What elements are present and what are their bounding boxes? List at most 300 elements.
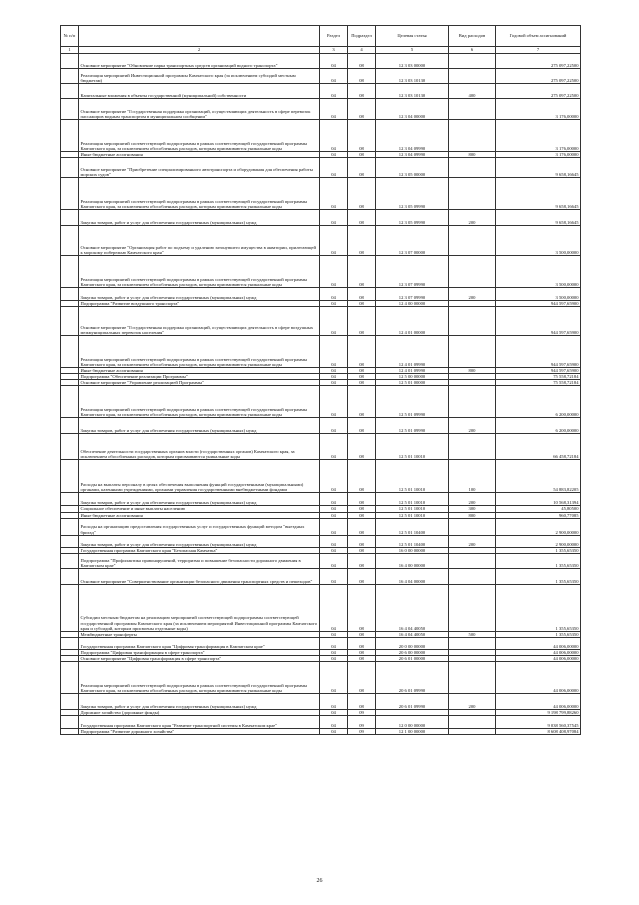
cell-name: Расходы на организацию предоставления государственных услуг и государственных функций методом "выездных бригад" [79, 518, 320, 535]
cell-sum: 44 006,00000 [496, 637, 581, 649]
cell-podrazdel: 08 [348, 301, 376, 307]
cell-name: Реализация мероприятий соответствующей подпрограммы в рамках соответствующей государственной программы Камчатского края, за исключением обособленных расходов, которым присваиваются уникальные коды [79, 178, 320, 210]
cell-podrazdel: 08 [348, 434, 376, 460]
cell-name: Реализация мероприятий Инвестиционной программы Камчатского края (за исключением субсидий местным бюджетам) [79, 69, 320, 84]
cell-vid-rashodov [449, 336, 496, 368]
cell-name: Государственная программа Камчатского края "Безопасная Камчатка" [79, 547, 320, 553]
cell-sum: 9 658,16645 [496, 158, 581, 178]
cell-sum: 45,80500 [496, 506, 581, 512]
column-number: 2 [79, 47, 320, 54]
cell-razdel: 04 [320, 631, 348, 637]
cell-razdel: 04 [320, 226, 348, 256]
cell-name: Реализация мероприятий соответствующей подпрограммы в рамках соответствующей государственной программы Камчатского края, за исключением обособленных расходов, которым присваиваются уникальные коды [79, 336, 320, 368]
cell-tselevaya-statya: 12 5 01 10400 [376, 518, 449, 535]
cell-vid-rashodov [449, 54, 496, 69]
cell-sum: 44 006,00000 [496, 662, 581, 694]
cell-razdel: 04 [320, 434, 348, 460]
cell-podrazdel: 08 [348, 374, 376, 380]
cell-tselevaya-statya: 12 1 00 00000 [376, 729, 449, 735]
cell-razdel: 04 [320, 568, 348, 584]
column-number: 7 [496, 47, 581, 54]
cell-sum: 9 658,16645 [496, 210, 581, 226]
cell-podrazdel: 08 [348, 336, 376, 368]
cell-tselevaya-statya: 12 3 03 10130 [376, 69, 449, 84]
cell-razdel: 04 [320, 84, 348, 99]
cell-sum: 1 355,65350 [496, 568, 581, 584]
cell-vid-rashodov [449, 729, 496, 735]
table-row [61, 210, 581, 226]
cell-podrazdel: 08 [348, 493, 376, 506]
cell-razdel: 04 [320, 506, 348, 512]
cell-sum: 275 097,22500 [496, 84, 581, 99]
table-row [61, 336, 581, 368]
cell-vid-rashodov [449, 434, 496, 460]
cell-razdel: 04 [320, 380, 348, 386]
cell-sum: 3 176,00000 [496, 99, 581, 120]
cell-vid-rashodov [449, 256, 496, 288]
cell-razdel: 04 [320, 418, 348, 434]
cell-razdel: 04 [320, 518, 348, 535]
cell-razdel: 04 [320, 210, 348, 226]
table-row [61, 434, 581, 460]
cell-tselevaya-statya: 20 0 00 00000 [376, 637, 449, 649]
cell-sum: 275 097,22500 [496, 69, 581, 84]
cell-vid-rashodov: 500 [449, 631, 496, 637]
cell-name: Реализация мероприятий соответствующей подпрограммы в рамках соответствующей государственной программы Камчатского края, за исключением обособленных расходов, которым присваиваются уникальные коды [79, 662, 320, 694]
cell-podrazdel: 08 [348, 152, 376, 158]
cell-sum: 44 006,00000 [496, 694, 581, 710]
cell-podrazdel: 08 [348, 637, 376, 649]
column-number: 5 [376, 47, 449, 54]
cell-name: Основное мероприятие "Цифровая трансформация в сфере транспорта" [79, 655, 320, 661]
cell-vid-rashodov [449, 386, 496, 418]
cell-name: Реализация мероприятий соответствующей подпрограммы в рамках соответствующей государственной программы Камчатского края, за исключением обособленных расходов, которым присваиваются уникальные коды [79, 120, 320, 152]
cell-razdel: 04 [320, 716, 348, 729]
cell-num [61, 54, 79, 69]
header-godovoy-obem: Годовой объем ассигнований [496, 26, 581, 47]
table-row [61, 716, 581, 729]
cell-sum: 44 006,00000 [496, 649, 581, 655]
cell-razdel: 04 [320, 69, 348, 84]
table-row [61, 288, 581, 301]
cell-name: Основное мероприятие "Государственная поддержка организаций, осуществляющих деятельность в сфере воздушных межмуниципальных перевозок населения" [79, 307, 320, 336]
cell-podrazdel: 09 [348, 716, 376, 729]
cell-vid-rashodov [449, 307, 496, 336]
cell-num [61, 69, 79, 84]
cell-podrazdel: 09 [348, 710, 376, 716]
cell-sum: 10 568,31394 [496, 493, 581, 506]
cell-razdel: 04 [320, 178, 348, 210]
cell-razdel: 04 [320, 584, 348, 631]
cell-podrazdel: 08 [348, 368, 376, 374]
table-row [61, 584, 581, 631]
cell-num [61, 716, 79, 729]
cell-name: Закупка товаров, работ и услуг для обеспечения государственных (муниципальных) нужд [79, 288, 320, 301]
cell-podrazdel: 08 [348, 649, 376, 655]
cell-vid-rashodov [449, 518, 496, 535]
cell-sum: 44 006,00000 [496, 655, 581, 661]
cell-razdel: 04 [320, 120, 348, 152]
cell-num [61, 84, 79, 99]
column-number: 1 [61, 47, 79, 54]
cell-tselevaya-statya: 12 5 01 10010 [376, 434, 449, 460]
cell-tselevaya-statya: 20 6 00 00000 [376, 649, 449, 655]
cell-tselevaya-statya: 12 5 00 00000 [376, 374, 449, 380]
table-row [61, 553, 581, 568]
header-row [61, 26, 581, 47]
cell-tselevaya-statya: 12 5 01 09990 [376, 386, 449, 418]
cell-sum: 1 355,65350 [496, 547, 581, 553]
header-podrazdel: Подраздел [348, 26, 376, 47]
cell-razdel: 04 [320, 655, 348, 661]
cell-num [61, 307, 79, 336]
cell-razdel: 04 [320, 710, 348, 716]
cell-name: Государственная программа Камчатского края "Развитие транспортной системы в Камчатском крае" [79, 716, 320, 729]
cell-name: Закупка товаров, работ и услуг для обеспечения государственных (муниципальных) нужд [79, 418, 320, 434]
cell-tselevaya-statya: 12 5 01 10400 [376, 535, 449, 547]
cell-sum: 3 500,00000 [496, 226, 581, 256]
cell-sum: 3 176,00000 [496, 152, 581, 158]
cell-sum: 6 200,00000 [496, 418, 581, 434]
cell-sum: 1 355,65350 [496, 631, 581, 637]
cell-tselevaya-statya: 12 3 07 09990 [376, 288, 449, 301]
cell-tselevaya-statya: 16 4 04 40050 [376, 631, 449, 637]
cell-num [61, 553, 79, 568]
cell-name: Основное мероприятие "Приобретение специализированного автотранспорта и оборудования для обеспечения работы морских судов" [79, 158, 320, 178]
cell-podrazdel: 08 [348, 288, 376, 301]
budget-table [60, 25, 581, 735]
cell-sum: 944 597,65900 [496, 307, 581, 336]
cell-sum: 6 200,00000 [496, 386, 581, 418]
table-row [61, 120, 581, 152]
cell-razdel: 04 [320, 256, 348, 288]
cell-podrazdel: 08 [348, 553, 376, 568]
cell-num [61, 729, 79, 735]
cell-name: Дорожное хозяйство (дорожные фонды) [79, 710, 320, 716]
cell-num [61, 568, 79, 584]
cell-num [61, 694, 79, 710]
cell-sum: 9 198 799,88260 [496, 710, 581, 716]
cell-razdel: 04 [320, 460, 348, 493]
cell-podrazdel: 08 [348, 84, 376, 99]
cell-tselevaya-statya: 20 6 01 09990 [376, 694, 449, 710]
cell-tselevaya-statya: 12 3 07 00000 [376, 226, 449, 256]
cell-num [61, 210, 79, 226]
cell-podrazdel: 09 [348, 729, 376, 735]
cell-name: Субсидии местным бюджетам на реализацию мероприятий соответствующей подпрограммы соответствующей государственной программы Камчатского края (за исключением мероприятий Инвестиционной программы Камчатского края и субсидий, которым присвоены отдельные коды) [79, 584, 320, 631]
cell-tselevaya-statya: 12 3 04 00000 [376, 99, 449, 120]
table-row [61, 178, 581, 210]
header-num: № п/п [61, 26, 79, 47]
cell-tselevaya-statya: 16 4 04 00000 [376, 568, 449, 584]
cell-razdel: 04 [320, 301, 348, 307]
cell-tselevaya-statya: 12 3 05 09990 [376, 178, 449, 210]
cell-name: Иные бюджетные ассигнования [79, 152, 320, 158]
cell-vid-rashodov: 400 [449, 84, 496, 99]
cell-razdel: 04 [320, 535, 348, 547]
cell-podrazdel: 08 [348, 418, 376, 434]
cell-podrazdel: 08 [348, 69, 376, 84]
cell-sum: 944 597,65900 [496, 336, 581, 368]
cell-sum: 944 597,65900 [496, 301, 581, 307]
table-row [61, 69, 581, 84]
cell-tselevaya-statya: 12 5 01 10010 [376, 512, 449, 518]
cell-podrazdel: 08 [348, 568, 376, 584]
cell-name: Подпрограмма "Развитие воздушного транспорта" [79, 301, 320, 307]
cell-podrazdel: 08 [348, 655, 376, 661]
cell-num [61, 518, 79, 535]
cell-num [61, 584, 79, 631]
column-number: 4 [348, 47, 376, 54]
table-row [61, 460, 581, 493]
cell-sum: 275 097,22500 [496, 54, 581, 69]
table-row [61, 518, 581, 535]
cell-tselevaya-statya: 12 3 07 09990 [376, 256, 449, 288]
table-row [61, 386, 581, 418]
column-number: 6 [449, 47, 496, 54]
cell-vid-rashodov: 800 [449, 512, 496, 518]
cell-razdel: 04 [320, 512, 348, 518]
cell-podrazdel: 08 [348, 120, 376, 152]
page-number: 26 [316, 878, 323, 884]
cell-name: Реализация мероприятий соответствующей подпрограммы в рамках соответствующей государственной программы Камчатского края, за исключением обособленных расходов, которым присваиваются уникальные коды [79, 386, 320, 418]
cell-num [61, 460, 79, 493]
cell-vid-rashodov: 200 [449, 493, 496, 506]
cell-tselevaya-statya: 12 5 01 10010 [376, 506, 449, 512]
cell-sum: 3 500,00000 [496, 256, 581, 288]
cell-podrazdel: 08 [348, 694, 376, 710]
cell-tselevaya-statya: 12 3 04 09990 [376, 152, 449, 158]
cell-sum: 75 558,72184 [496, 374, 581, 380]
cell-sum: 75 558,72184 [496, 380, 581, 386]
cell-sum: 2 900,00000 [496, 518, 581, 535]
cell-razdel: 04 [320, 694, 348, 710]
cell-tselevaya-statya: 12 3 03 00000 [376, 54, 449, 69]
column-number-row [61, 47, 581, 54]
cell-podrazdel: 08 [348, 99, 376, 120]
header-name [79, 26, 320, 47]
table-row [61, 662, 581, 694]
cell-vid-rashodov [449, 158, 496, 178]
cell-tselevaya-statya: 20 6 01 00000 [376, 655, 449, 661]
cell-name: Основное мероприятие "Управление реализацией Программы" [79, 380, 320, 386]
table-row [61, 535, 581, 547]
cell-vid-rashodov: 200 [449, 210, 496, 226]
cell-razdel: 04 [320, 336, 348, 368]
cell-razdel: 04 [320, 637, 348, 649]
cell-razdel: 04 [320, 547, 348, 553]
cell-sum: 66 458,72184 [496, 434, 581, 460]
cell-podrazdel: 08 [348, 380, 376, 386]
cell-name: Капитальные вложения в объекты государственной (муниципальной) собственности [79, 84, 320, 99]
cell-razdel: 04 [320, 99, 348, 120]
cell-name: Закупка товаров, работ и услуг для обеспечения государственных (муниципальных) нужд [79, 210, 320, 226]
cell-sum: 9 038 560,37545 [496, 716, 581, 729]
cell-vid-rashodov: 300 [449, 506, 496, 512]
cell-vid-rashodov [449, 226, 496, 256]
cell-podrazdel: 08 [348, 307, 376, 336]
table-row [61, 158, 581, 178]
table-row [61, 637, 581, 649]
cell-podrazdel: 08 [348, 518, 376, 535]
cell-podrazdel: 08 [348, 210, 376, 226]
cell-podrazdel: 08 [348, 178, 376, 210]
table-row [61, 493, 581, 506]
cell-tselevaya-statya: 20 6 01 09990 [376, 662, 449, 694]
cell-podrazdel: 08 [348, 584, 376, 631]
cell-name: Закупка товаров, работ и услуг для обеспечения государственных (муниципальных) нужд [79, 493, 320, 506]
cell-sum: 3 176,00000 [496, 120, 581, 152]
table-row [61, 729, 581, 735]
cell-name: Подпрограмма "Цифровая трансформация в сфере транспорта" [79, 649, 320, 655]
table-row [61, 54, 581, 69]
cell-vid-rashodov: 800 [449, 368, 496, 374]
cell-num [61, 99, 79, 120]
cell-num [61, 637, 79, 649]
cell-tselevaya-statya: 12 0 00 00000 [376, 716, 449, 729]
cell-name: Основное мероприятие "Обновление парка транспортных средств организаций водного транспорта" [79, 54, 320, 69]
cell-num [61, 386, 79, 418]
cell-tselevaya-statya: 12 5 01 00000 [376, 380, 449, 386]
cell-num [61, 226, 79, 256]
cell-name: Обеспечение деятельности государственных органов власти (государственных органов) Камчатского края, за исключением обособленных расходов, которым присваиваются уникальные коды [79, 434, 320, 460]
cell-name: Иные бюджетные ассигнования [79, 368, 320, 374]
table-row [61, 418, 581, 434]
cell-podrazdel: 08 [348, 547, 376, 553]
cell-num [61, 158, 79, 178]
table-row [61, 99, 581, 120]
cell-vid-rashodov: 200 [449, 535, 496, 547]
cell-razdel: 04 [320, 649, 348, 655]
cell-tselevaya-statya: 12 5 01 09990 [376, 418, 449, 434]
cell-razdel: 04 [320, 386, 348, 418]
cell-name: Подпрограмма "Обеспечение реализации Программы" [79, 374, 320, 380]
cell-vid-rashodov: 200 [449, 418, 496, 434]
cell-podrazdel: 08 [348, 506, 376, 512]
cell-tselevaya-statya: 16 4 04 40050 [376, 584, 449, 631]
cell-razdel: 04 [320, 493, 348, 506]
table-row [61, 568, 581, 584]
cell-name: Иные бюджетные ассигнования [79, 512, 320, 518]
cell-num [61, 120, 79, 152]
cell-num [61, 336, 79, 368]
cell-podrazdel: 08 [348, 631, 376, 637]
cell-razdel: 04 [320, 158, 348, 178]
cell-name: Межбюджетные трансферты [79, 631, 320, 637]
cell-tselevaya-statya: 12 3 04 09990 [376, 120, 449, 152]
cell-razdel: 04 [320, 662, 348, 694]
cell-vid-rashodov [449, 584, 496, 631]
cell-vid-rashodov [449, 69, 496, 84]
cell-razdel: 04 [320, 54, 348, 69]
cell-vid-rashodov: 800 [449, 152, 496, 158]
cell-podrazdel: 08 [348, 54, 376, 69]
cell-podrazdel: 08 [348, 535, 376, 547]
cell-sum: 3 500,00000 [496, 288, 581, 301]
cell-vid-rashodov [449, 637, 496, 649]
table-body [61, 54, 581, 735]
cell-podrazdel: 08 [348, 662, 376, 694]
cell-num [61, 178, 79, 210]
cell-name: Подпрограмма "Развитие дорожного хозяйства" [79, 729, 320, 735]
cell-podrazdel: 08 [348, 460, 376, 493]
cell-vid-rashodov [449, 716, 496, 729]
cell-sum: 1 355,65350 [496, 553, 581, 568]
cell-num [61, 288, 79, 301]
cell-razdel: 04 [320, 374, 348, 380]
table-row [61, 694, 581, 710]
cell-vid-rashodov: 200 [449, 288, 496, 301]
cell-razdel: 04 [320, 288, 348, 301]
cell-tselevaya-statya: 12 5 01 10010 [376, 460, 449, 493]
cell-podrazdel: 08 [348, 158, 376, 178]
cell-tselevaya-statya: 12 4 01 09990 [376, 368, 449, 374]
cell-sum: 8 608 408,97084 [496, 729, 581, 735]
cell-vid-rashodov [449, 553, 496, 568]
budget-sheet [60, 25, 580, 735]
cell-tselevaya-statya: 12 3 05 00000 [376, 158, 449, 178]
cell-tselevaya-statya: 12 5 01 10010 [376, 493, 449, 506]
cell-vid-rashodov: 100 [449, 460, 496, 493]
cell-num [61, 493, 79, 506]
cell-razdel: 04 [320, 368, 348, 374]
column-number: 3 [320, 47, 348, 54]
cell-podrazdel: 08 [348, 256, 376, 288]
table-row [61, 307, 581, 336]
cell-vid-rashodov [449, 178, 496, 210]
table-row [61, 256, 581, 288]
cell-name: Закупка товаров, работ и услуг для обеспечения государственных (муниципальных) нужд [79, 694, 320, 710]
cell-razdel: 04 [320, 729, 348, 735]
cell-sum: 944 597,65900 [496, 368, 581, 374]
cell-tselevaya-statya: 12 4 00 00000 [376, 301, 449, 307]
cell-podrazdel: 08 [348, 512, 376, 518]
cell-num [61, 535, 79, 547]
cell-vid-rashodov [449, 568, 496, 584]
header-vid-rashodov: Вид расходов [449, 26, 496, 47]
cell-vid-rashodov: 200 [449, 694, 496, 710]
header-tselevaya-statya: Целевая статья [376, 26, 449, 47]
cell-num [61, 434, 79, 460]
cell-podrazdel: 08 [348, 386, 376, 418]
cell-podrazdel: 08 [348, 226, 376, 256]
cell-sum: 9 658,16645 [496, 178, 581, 210]
cell-sum: 960,77085 [496, 512, 581, 518]
cell-name: Расходы на выплаты персоналу в целях обеспечения выполнения функций государственными (муниципальными) органами, казенными учреждениями, органами управления государственными внебюджетными фондами [79, 460, 320, 493]
cell-tselevaya-statya: 16 4 00 00000 [376, 553, 449, 568]
table-row [61, 84, 581, 99]
cell-vid-rashodov [449, 99, 496, 120]
table-row [61, 226, 581, 256]
cell-name: Государственная программа Камчатского края "Цифровая трансформация в Камчатском крае" [79, 637, 320, 649]
cell-num [61, 418, 79, 434]
cell-razdel: 04 [320, 553, 348, 568]
cell-sum: 1 355,65350 [496, 584, 581, 631]
cell-sum: 2 900,00000 [496, 535, 581, 547]
cell-razdel: 04 [320, 307, 348, 336]
cell-vid-rashodov [449, 662, 496, 694]
cell-tselevaya-statya: 12 4 01 00000 [376, 307, 449, 336]
cell-name: Основное мероприятие "Государственная поддержка организаций, осуществляющих деятельность в сфере перевозок пассажиров водным транспортом в муниципальном сообщении" [79, 99, 320, 120]
cell-name: Реализация мероприятий соответствующей подпрограммы в рамках соответствующей государственной программы Камчатского края, за исключением обособленных расходов, которым присваиваются уникальные коды [79, 256, 320, 288]
cell-tselevaya-statya: 12 4 01 09990 [376, 336, 449, 368]
cell-tselevaya-statya: 16 0 00 00000 [376, 547, 449, 553]
cell-sum: 54 883,82205 [496, 460, 581, 493]
cell-tselevaya-statya: 12 3 03 10130 [376, 84, 449, 99]
header-razdel: Раздел [320, 26, 348, 47]
cell-name: Основное мероприятие "Совершенствование организации безопасного движения транспортных средств и пешеходов" [79, 568, 320, 584]
cell-tselevaya-statya: 12 3 05 09990 [376, 210, 449, 226]
